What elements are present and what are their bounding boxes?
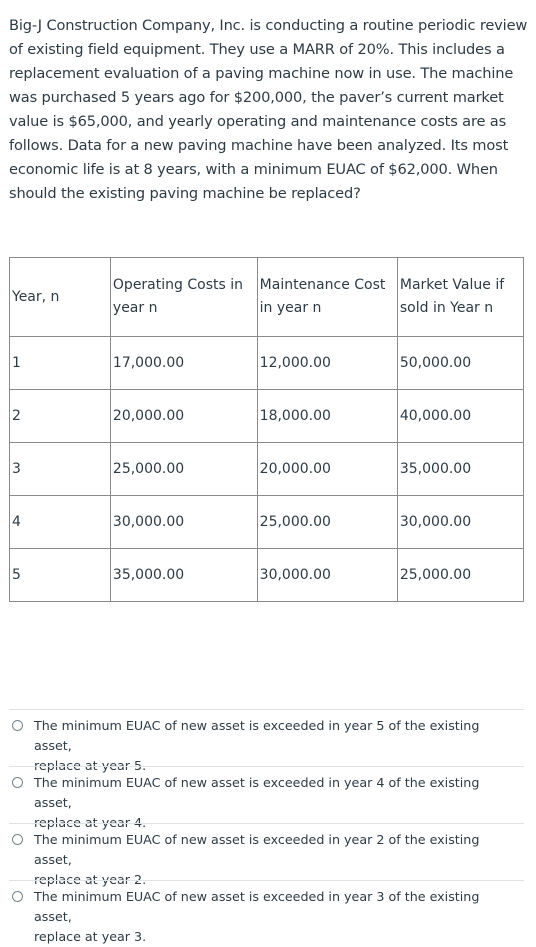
answer-option-1[interactable] [9,709,524,773]
answer-label[interactable]: The minimum EUAC of new asset is exceeded in year 2 of the existing asset, replace at year 2. [34,832,480,887]
header-operating-costs: Operating Costs in year n [110,258,257,337]
answer-label[interactable]: The minimum EUAC of new asset is exceeded in year 3 of the existing asset, replace at year 3. [34,889,480,944]
answer-label[interactable]: The minimum EUAC of new asset is exceeded in year 5 of the existing asset, replace at year 5. [34,718,480,773]
cell-operating: 30,000.00 [110,496,257,549]
cell-year: 1 [10,337,111,390]
radio-button[interactable] [12,777,23,788]
cell-maintenance: 18,000.00 [257,390,397,443]
cell-year: 5 [10,549,111,602]
table-header-row [10,258,524,337]
answer-option-3[interactable] [9,823,524,887]
table-row [10,549,524,602]
cell-maintenance: 12,000.00 [257,337,397,390]
cell-market-value: 50,000.00 [397,337,523,390]
radio-button[interactable] [12,834,23,845]
table-row [10,337,524,390]
table-row [10,496,524,549]
question-text: Big-J Construction Company, Inc. is conducting a routine periodic review of existing field equipment. They use a MARR of 20%. This includes a replacement evaluation of a paving machine now in use. The machine was purchased 5 years ago for $200,000, the paver’s current market value is $65,000, and yearly operating and maintenance costs are as follows. Data for a new paving machine have been analyzed. Its most economic life is at 8 years, with a minimum EUAC of $62,000. When should the existing paving machine be replaced? [9,17,528,202]
cell-operating: 20,000.00 [110,390,257,443]
answer-option-2[interactable] [9,766,524,830]
header-market-value: Market Value if sold in Year n [397,258,523,337]
cell-operating: 35,000.00 [110,549,257,602]
table-row [10,390,524,443]
cell-maintenance: 25,000.00 [257,496,397,549]
cell-market-value: 30,000.00 [397,496,523,549]
cell-year: 3 [10,443,111,496]
radio-button[interactable] [12,720,23,731]
answer-options [9,709,524,944]
cost-table [9,257,524,602]
radio-button[interactable] [12,891,23,902]
cell-year: 2 [10,390,111,443]
header-year: Year, n [10,258,111,337]
answer-option-4[interactable] [9,880,524,944]
header-maintenance-cost: Maintenance Cost in year n [257,258,397,337]
cell-market-value: 25,000.00 [397,549,523,602]
cell-year: 4 [10,496,111,549]
cell-operating: 17,000.00 [110,337,257,390]
cell-market-value: 40,000.00 [397,390,523,443]
table-row [10,443,524,496]
cell-market-value: 35,000.00 [397,443,523,496]
cell-maintenance: 30,000.00 [257,549,397,602]
answer-label[interactable]: The minimum EUAC of new asset is exceeded in year 4 of the existing asset, replace at year 4. [34,775,480,830]
cell-operating: 25,000.00 [110,443,257,496]
cell-maintenance: 20,000.00 [257,443,397,496]
